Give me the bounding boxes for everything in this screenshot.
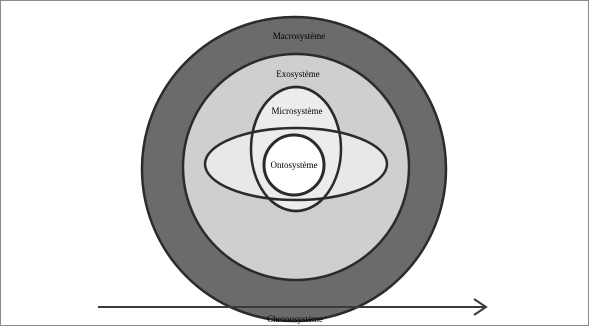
microsystem-label: Microsystème bbox=[271, 106, 323, 116]
chronosystem-label: Chronosystème bbox=[267, 314, 323, 324]
ecological-systems-diagram bbox=[1, 1, 589, 327]
ontosystem-label: Ontosystème bbox=[270, 160, 318, 170]
exosystem-label: Exosystème bbox=[276, 69, 320, 79]
macrosystem-label: Macrosystème bbox=[272, 31, 326, 41]
